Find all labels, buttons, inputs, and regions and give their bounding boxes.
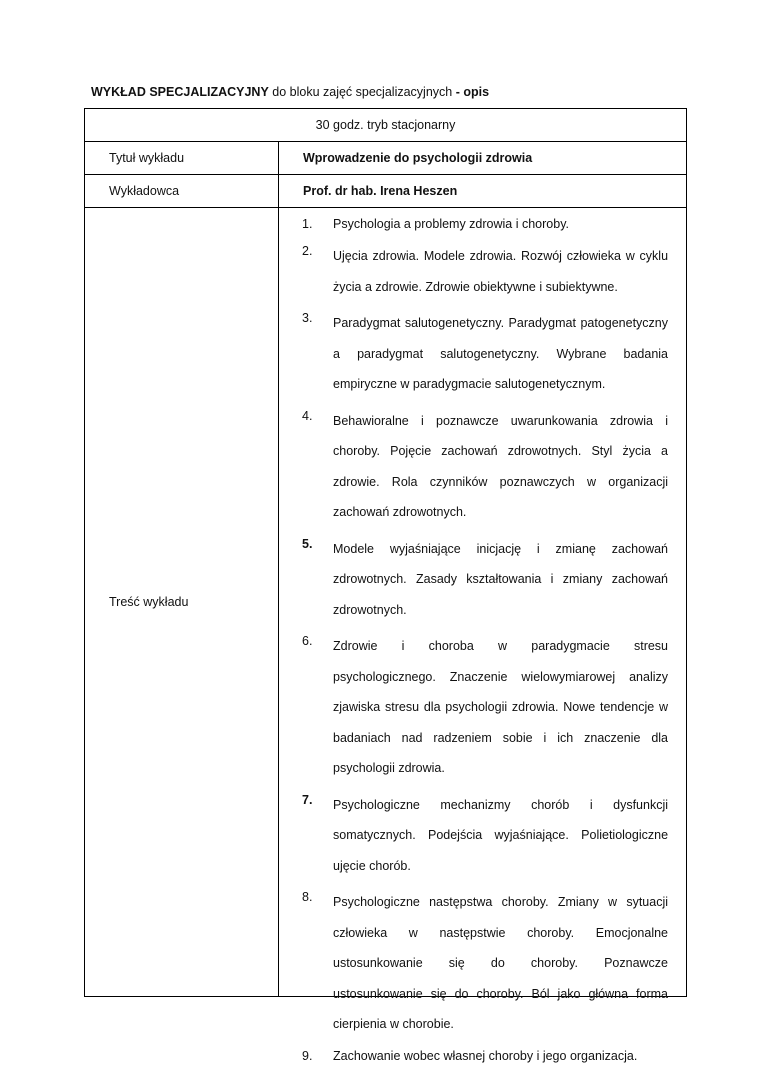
lecture-table bbox=[84, 108, 687, 1063]
list-item bbox=[279, 887, 668, 1040]
content-cell bbox=[279, 208, 687, 1063]
table-caption: 30 godz. tryb stacjonarny bbox=[85, 109, 687, 142]
title-value: Wprowadzenie do psychologii zdrowia bbox=[279, 142, 687, 175]
topic-text: Ujęcia zdrowia. Modele zdrowia. Rozwój człowieka w cyklu życia a zdrowie. Zdrowie obiektywne i subiektywne. bbox=[333, 249, 669, 294]
lecturer-value: Prof. dr hab. Irena Heszen bbox=[279, 175, 687, 208]
topic-number: 9. bbox=[302, 1048, 313, 1063]
topic-number: 8. bbox=[302, 890, 313, 904]
topic-number: 1. bbox=[302, 217, 313, 231]
topic-text: Paradygmat salutogenetyczny. Paradygmat patogenetyczny a paradygmat salutogenetyczny. Wybrane badania empiryczne w paradygmacie salutogenetycznym. bbox=[333, 316, 669, 391]
list-item bbox=[279, 214, 668, 235]
content-label: Treść wykładu bbox=[85, 208, 279, 997]
list-item bbox=[279, 241, 668, 302]
topic-number: 2. bbox=[302, 244, 313, 258]
heading-middle: do bloku zajęć specjalizacyjnych bbox=[268, 85, 456, 99]
list-item bbox=[279, 1046, 668, 1067]
title-label: Tytuł wykładu bbox=[85, 142, 279, 175]
topic-text: Psychologiczne następstwa choroby. Zmiany w sytuacji człowieka w następstwie choroby. Emocjonalne ustosunkowanie się do choroby. Poznawcze ustosunkowanie się do choroby. Ból jako główna forma cierpienia w chorobie. bbox=[333, 895, 669, 1031]
document-heading bbox=[91, 85, 489, 99]
topic-text: Psychologia a problemy zdrowia i choroby. bbox=[333, 217, 569, 231]
topic-number: 7. bbox=[302, 792, 313, 807]
lecturer-label: Wykładowca bbox=[85, 175, 279, 208]
topic-number: 5. bbox=[302, 536, 313, 551]
topics-list bbox=[279, 208, 686, 1067]
topic-text: Zdrowie i choroba w paradygmacie stresu psychologicznego. Znaczenie wielowymiarowej analizy zjawiska stresu dla psychologii zdrowia. Nowe tendencje w badaniach nad radzeniem sobie i ich znaczenie dla psychologii zdrowia. bbox=[333, 639, 669, 775]
topic-number: 6. bbox=[302, 634, 313, 648]
list-item bbox=[279, 308, 668, 400]
topic-text: Psychologiczne mechanizmy chorób i dysfunkcji somatycznych. Podejścia wyjaśniające. Polietiologiczne ujęcie chorób. bbox=[333, 797, 669, 873]
heading-bold: WYKŁAD SPECJALIZACYJNY bbox=[91, 85, 269, 99]
list-item bbox=[279, 631, 668, 784]
list-item bbox=[279, 534, 668, 626]
topic-number: 3. bbox=[302, 311, 313, 325]
heading-bold-end: - opis bbox=[455, 85, 490, 99]
topic-text: Modele wyjaśniające inicjację i zmianę zachowań zdrowotnych. Zasady kształtowania i zmiany zachowań zdrowotnych. bbox=[333, 541, 669, 617]
topic-number: 4. bbox=[302, 408, 313, 423]
list-item bbox=[279, 790, 668, 882]
list-item bbox=[279, 406, 668, 528]
topic-text: Zachowanie wobec własnej choroby i jego organizacja. bbox=[333, 1048, 638, 1063]
topic-text: Behawioralne i poznawcze uwarunkowania zdrowia i choroby. Pojęcie zachowań zdrowotnych. Styl życia a zdrowie. Rola czynników poznawczych w organizacji zachowań zdrowotnych. bbox=[333, 413, 669, 519]
